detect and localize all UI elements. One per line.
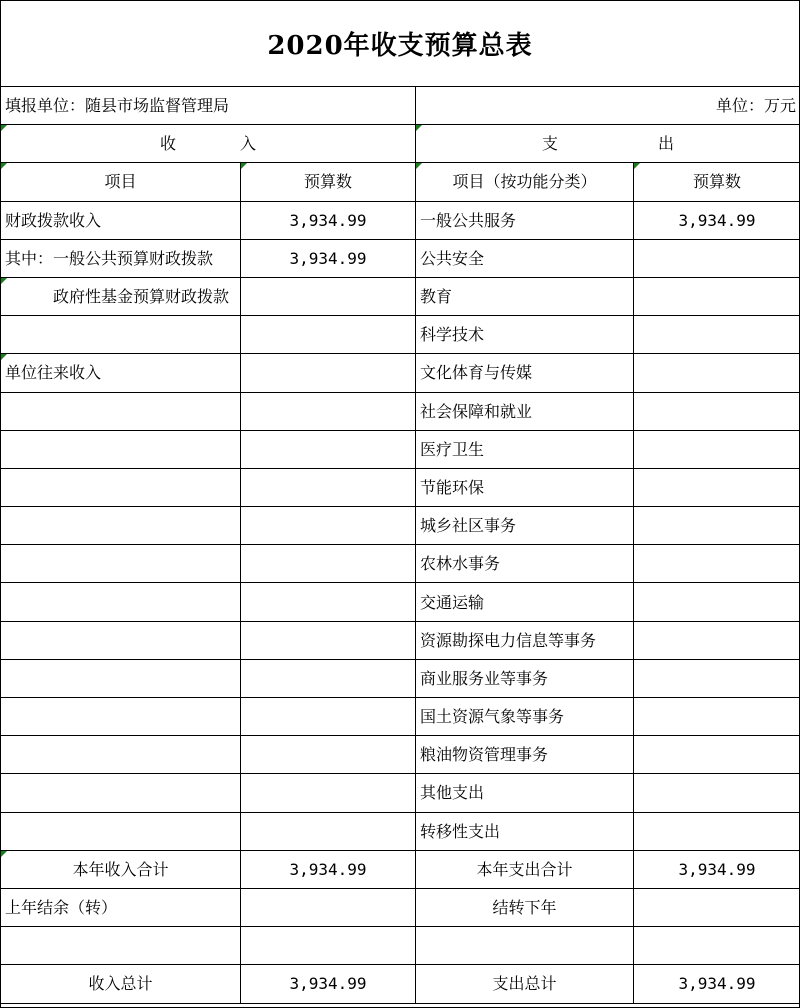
expense-amount-cell	[634, 621, 800, 659]
carry-forward-amount	[634, 888, 800, 926]
blank-cell	[1, 927, 241, 965]
table-row	[1, 392, 800, 430]
table-row	[1, 507, 800, 545]
table-row	[1, 277, 800, 315]
income-section-char-1: 收	[159, 134, 176, 154]
prev-balance-amount	[241, 888, 416, 926]
income-item-cell	[1, 468, 241, 506]
total-row	[1, 850, 800, 888]
income-item-cell: 财政拨款收入	[1, 201, 241, 239]
expense-item-cell: 教育	[416, 277, 634, 315]
expense-item-cell: 医疗卫生	[416, 430, 634, 468]
expense-item-cell: 国土资源气象等事务	[416, 698, 634, 736]
expense-item-cell: 文化体育与传媒	[416, 354, 634, 392]
table-row	[1, 316, 800, 354]
prev-balance-label: 上年结余（转）	[1, 888, 241, 926]
income-section-char-2: 入	[240, 134, 257, 154]
page-title: 2020年收支预算总表	[267, 30, 533, 61]
income-amount-cell	[241, 354, 416, 392]
income-item-cell	[1, 812, 241, 850]
expense-amount-cell	[634, 316, 800, 354]
income-amount-cell	[241, 277, 416, 315]
expense-amount-cell	[634, 774, 800, 812]
income-item-cell	[1, 736, 241, 774]
header-income-amount: 预算数	[241, 163, 416, 201]
expense-amount-cell	[634, 507, 800, 545]
expense-amount-cell	[634, 812, 800, 850]
expense-total-amount: 3,934.99	[634, 965, 800, 1003]
total-row	[1, 888, 800, 926]
year-expense-label: 本年支出合计	[416, 850, 634, 888]
table-row	[1, 545, 800, 583]
income-amount-cell	[241, 736, 416, 774]
header-expense-item: 项目（按功能分类）	[416, 163, 634, 201]
expense-amount-cell	[634, 430, 800, 468]
income-amount-cell	[241, 621, 416, 659]
table-row	[1, 201, 800, 239]
income-item-cell: 单位往来收入	[1, 354, 241, 392]
reporting-unit: 填报单位：随县市场监督管理局	[1, 87, 416, 125]
currency-unit: 单位：万元	[416, 87, 800, 125]
expense-section-header	[416, 125, 800, 163]
total-row	[1, 965, 800, 1003]
income-amount-cell	[241, 659, 416, 697]
year-income-label: 本年收入合计	[1, 850, 241, 888]
income-amount-cell	[241, 774, 416, 812]
year-expense-amount: 3,934.99	[634, 850, 800, 888]
expense-item-cell: 城乡社区事务	[416, 507, 634, 545]
table-row	[1, 621, 800, 659]
table-row	[1, 659, 800, 697]
expense-item-cell: 一般公共服务	[416, 201, 634, 239]
header-income-item: 项目	[1, 163, 241, 201]
expense-item-cell: 商业服务业等事务	[416, 659, 634, 697]
income-total-label: 收入总计	[1, 965, 241, 1003]
expense-total-label: 支出总计	[416, 965, 634, 1003]
expense-item-cell: 转移性支出	[416, 812, 634, 850]
expense-amount-cell	[634, 354, 800, 392]
table-row	[1, 430, 800, 468]
info-row	[1, 87, 800, 125]
expense-item-cell: 节能环保	[416, 468, 634, 506]
table-row	[1, 468, 800, 506]
income-amount-cell	[241, 545, 416, 583]
expense-item-cell: 交通运输	[416, 583, 634, 621]
expense-item-cell: 社会保障和就业	[416, 392, 634, 430]
income-amount-cell	[241, 468, 416, 506]
income-amount-cell	[241, 392, 416, 430]
income-item-cell: 其中：一般公共预算财政拨款	[1, 239, 241, 277]
blank-cell	[416, 927, 634, 965]
expense-item-cell: 资源勘探电力信息等事务	[416, 621, 634, 659]
income-item-cell	[1, 507, 241, 545]
expense-amount-cell	[634, 239, 800, 277]
income-item-cell	[1, 545, 241, 583]
expense-amount-cell	[634, 468, 800, 506]
income-item-cell	[1, 430, 241, 468]
table-row	[1, 736, 800, 774]
expense-section-char-2: 出	[658, 134, 675, 154]
income-section-header	[1, 125, 416, 163]
year-income-amount: 3,934.99	[241, 850, 416, 888]
table-row	[1, 698, 800, 736]
blank-cell	[634, 927, 800, 965]
income-total-amount: 3,934.99	[241, 965, 416, 1003]
income-amount-cell	[241, 430, 416, 468]
expense-item-cell: 科学技术	[416, 316, 634, 354]
expense-item-cell: 粮油物资管理事务	[416, 736, 634, 774]
table-row	[1, 354, 800, 392]
income-item-cell	[1, 698, 241, 736]
table-row	[1, 583, 800, 621]
expense-amount-cell	[634, 736, 800, 774]
carry-forward-label: 结转下年	[416, 888, 634, 926]
expense-item-cell: 公共安全	[416, 239, 634, 277]
income-item-cell	[1, 621, 241, 659]
income-item-cell	[1, 392, 241, 430]
expense-item-cell: 其他支出	[416, 774, 634, 812]
income-amount-cell	[241, 583, 416, 621]
table-row	[1, 812, 800, 850]
expense-amount-cell	[634, 392, 800, 430]
section-row	[1, 125, 800, 163]
expense-amount-cell	[634, 698, 800, 736]
income-item-cell	[1, 316, 241, 354]
income-amount-cell	[241, 698, 416, 736]
table-row	[1, 239, 800, 277]
blank-cell	[241, 927, 416, 965]
income-amount-cell: 3,934.99	[241, 201, 416, 239]
header-expense-amount: 预算数	[634, 163, 800, 201]
expense-item-cell: 农林水事务	[416, 545, 634, 583]
budget-table	[0, 86, 800, 1004]
table-row	[1, 774, 800, 812]
expense-amount-cell: 3,934.99	[634, 201, 800, 239]
column-header-row	[1, 163, 800, 201]
expense-amount-cell	[634, 583, 800, 621]
expense-section-char-1: 支	[542, 134, 559, 154]
income-item-cell	[1, 774, 241, 812]
income-item-cell	[1, 659, 241, 697]
expense-amount-cell	[634, 277, 800, 315]
income-item-cell	[1, 583, 241, 621]
total-row	[1, 927, 800, 965]
income-amount-cell	[241, 812, 416, 850]
income-amount-cell	[241, 507, 416, 545]
expense-amount-cell	[634, 545, 800, 583]
income-amount-cell	[241, 316, 416, 354]
expense-amount-cell	[634, 659, 800, 697]
income-item-cell: 政府性基金预算财政拨款	[1, 277, 241, 315]
income-amount-cell: 3,934.99	[241, 239, 416, 277]
